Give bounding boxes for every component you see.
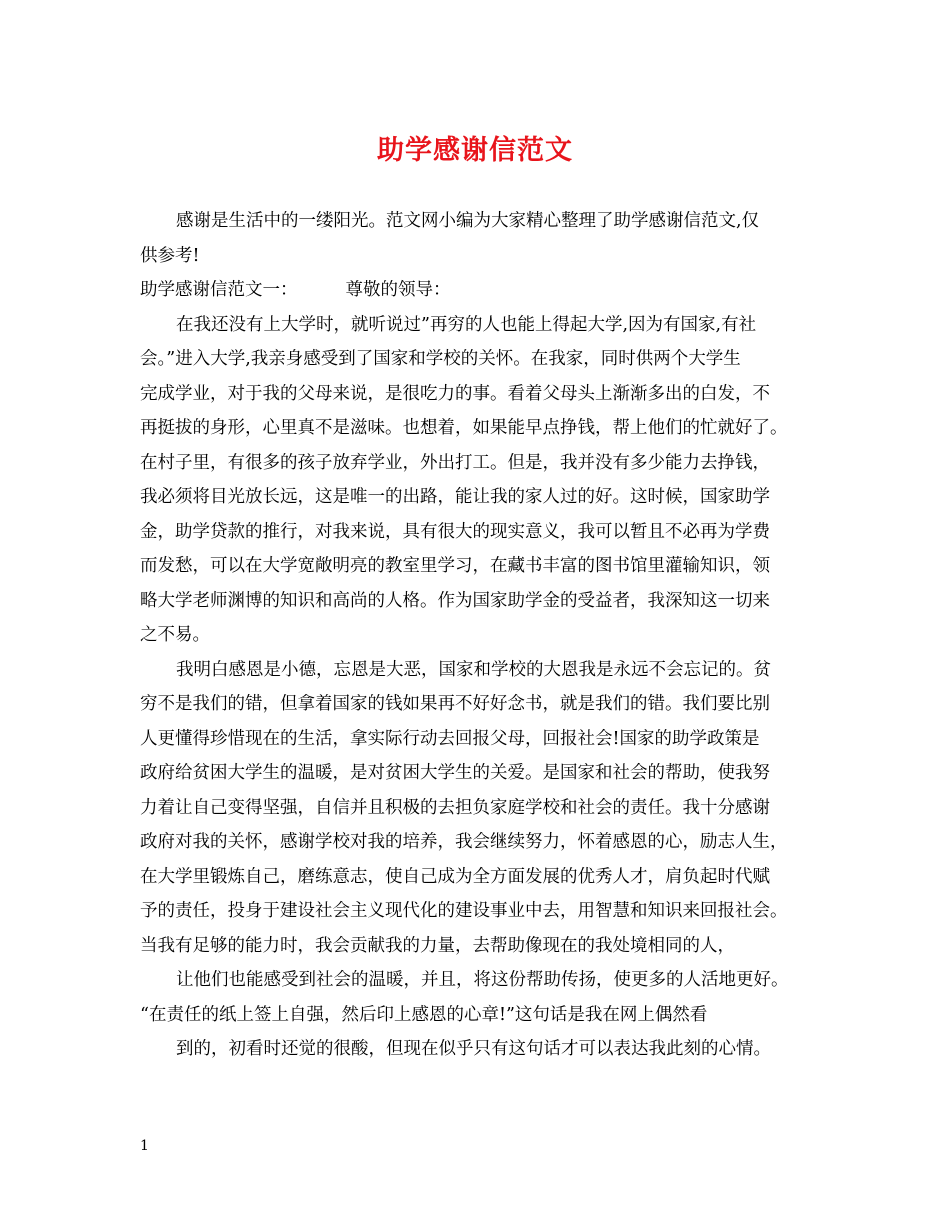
text-line: 政府给贫困大学生的温暖，是对贫困大学生的关爱。是国家和社会的帮助，使我努 xyxy=(140,763,770,783)
text-line: 会。”进入大学,我亲身感受到了国家和学校的关怀。在我家，同时供两个大学生 xyxy=(140,349,741,369)
text-line: 在大学里锻炼自己，磨练意志，使自己成为全方面发展的优秀人才，肩负起时代赋 xyxy=(140,866,770,887)
text-line: 当我有足够的能力时，我会贡献我的力量，去帮助像现在的我处境相同的人， xyxy=(140,935,735,956)
text-line: 我明白感恩是小德，忘恩是大恶，国家和学校的大恩我是永远不会忘记的。贫 xyxy=(176,659,771,680)
text-line: 在我还没有上大学时，就听说过”再穷的人也能上得起大学,因为有国家,有社 xyxy=(176,314,757,335)
text-line: 人更懂得珍惜现在的生活，拿实际行动去回报父母，回报社会!国家的助学政策是 xyxy=(140,728,760,749)
text-line: 金，助学贷款的推行，对我来说，具有很大的现实意义，我可以暂且不必再为学费 xyxy=(140,521,770,542)
text-line: 完成学业，对于我的父母来说，是很吃力的事。看着父母头上渐渐多出的白发，不 xyxy=(140,383,770,404)
text-line: 再挺拔的身形，心里真不是滋味。也想着，如果能早点挣钱，帮上他们的忙就好了。 xyxy=(140,418,788,438)
text-line: 让他们也能感受到社会的温暖，并且，将这份帮助传扬，使更多的人活地更好。 xyxy=(176,970,789,990)
text-line xyxy=(140,1067,822,1102)
document-body xyxy=(140,204,822,1101)
text-line: 予的责任，投身于建设社会主义现代化的建设事业中去，用智慧和知识来回报社会。 xyxy=(140,901,788,921)
document-title: 助学感谢信范文 xyxy=(377,135,573,166)
text-line: 力着让自己变得坚强，自信并且积极的去担负家庭学校和社会的责任。我十分感谢 xyxy=(140,797,770,818)
text-line: 穷不是我们的错，但拿着国家的钱如果再不好好念书，就是我们的错。我们要比别 xyxy=(140,694,770,714)
text-line: 我必须将目光放长远，这是唯一的出路，能让我的家人过的好。这时候，国家助学 xyxy=(140,487,770,507)
text-line: 到的，初看时还觉的很酸，但现在似乎只有这句话才可以表达我此刻的心情。 xyxy=(176,1039,771,1059)
text-line: 而发愁，可以在大学宽敞明亮的教室里学习，在藏书丰富的图书馆里灌输知识，领 xyxy=(140,556,770,576)
page-number: 1 xyxy=(140,1138,149,1154)
salutation: 尊敬的领导： xyxy=(345,280,451,300)
text-line: 之不易。 xyxy=(140,625,210,645)
text-line: 政府对我的关怀，感谢学校对我的培养，我会继续努力，怀着感恩的心，励志人生， xyxy=(140,832,788,852)
text-line: 供参考! xyxy=(140,245,200,266)
text-line: 略大学老师渊博的知识和高尚的人格。作为国家助学金的受益者，我深知这一切来 xyxy=(140,590,770,611)
text-line: “在责任的纸上签上自强，然后印上感恩的心章!”这句话是我在网上偶然看 xyxy=(140,1004,708,1025)
text-line: 在村子里，有很多的孩子放弃学业，外出打工。但是，我并没有多少能力去挣钱， xyxy=(140,452,770,473)
salutation-line xyxy=(140,273,822,308)
section-heading: 助学感谢信范文一： xyxy=(140,280,298,300)
text-line: 感谢是生活中的一缕阳光。范文网小编为大家精心整理了助学感谢信范文,仅 xyxy=(176,211,760,231)
